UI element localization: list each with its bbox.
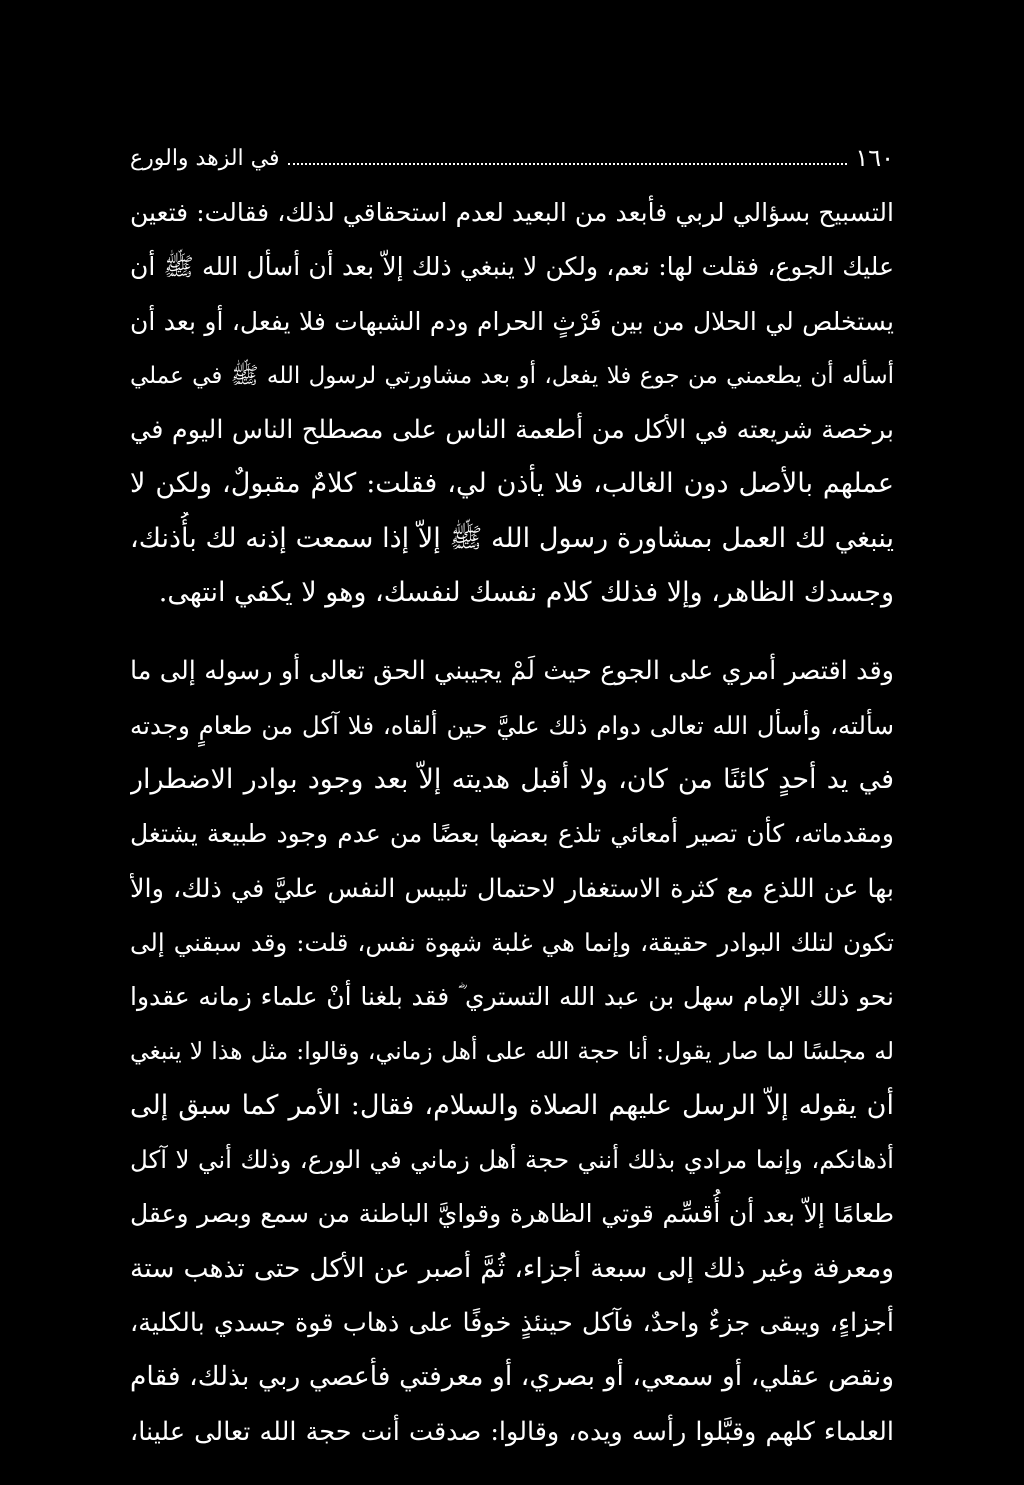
text-line: برخصة شريعته في الأكل من أطعمة الناس على مصطلح الناس اليوم في (130, 415, 894, 446)
text-line: ينبغي لك العمل بمشاورة رسول الله ﷺ إلاّ إذا سمعت إذنه لك بأُذنك، (130, 522, 894, 554)
text-line: في يد أحدٍ كائنًا من كان، ولا أقبل هديته إلاّ بعد وجود بوادر الاضطرار (130, 763, 894, 795)
paragraph (130, 186, 894, 620)
paragraph-gap (130, 620, 894, 644)
text-line: أن يقوله إلاّ الرسل عليهم الصلاة والسلام، فقال: الأمر كما سبق إلى (130, 1089, 894, 1121)
text-line: له مجلسًا لما صار يقول: أنا حجة الله على أهل زماني، وقالوا: مثل هذا لا ينبغي (130, 1037, 894, 1066)
text-line: تكون لتلك البوادر حقيقة، وإنما هي غلبة شهوة نفس، قلت: وقد سبقني إلى (130, 927, 894, 957)
text-line: ومقدماته، كأن تصير أمعائي تلذع بعضها بعضًا من عدم وجود طبيعة يشتغل (130, 819, 894, 849)
text-line: سألته، وأسأل الله تعالى دوام ذلك عليَّ حين ألقاه، فلا آكل من طعامٍ وجدته (130, 710, 894, 740)
text-line: وجسدك الظاهر، وإلا فذلك كلام نفسك لنفسك، وهو لا يكفي انتهى. (158, 577, 894, 609)
header-title: في الزهد والورع (130, 145, 280, 171)
text-line: التسبيح بسؤالي لربي فأبعد من البعيد لعدم استحقاقي لذلك، فقالت: فتعين (130, 198, 894, 227)
text-line: أسأله أن يطعمني من جوع فلا يفعل، أو بعد مشاورتي لرسول الله ﷺ في عملي (130, 362, 894, 389)
text-line: العلماء كلهم وقبَّلوا رأسه ويده، وقالوا: صدقت أنت حجة الله تعالى علينا، (130, 1416, 894, 1447)
text-line: أجزاءٍ، ويبقى جزءٌ واحدٌ، فآكل حينئذٍ خوفًا على ذهاب قوة جسدي بالكلية، (130, 1307, 894, 1338)
text-line: يستخلص لي الحلال من بين فَرْثٍ الحرام ودم الشبهات فلا يفعل، أو بعد أن (130, 306, 894, 336)
page-number: ١٦٠ (855, 144, 894, 172)
text-line: طعامًا إلاّ بعد أن أُقسِّم قوتي الظاهرة وقوايَّ الباطنة من سمع وبصر وعقل (130, 1199, 894, 1229)
text-line: بها عن اللذع مع كثرة الاستغفار لاحتمال تلبيس النفس عليَّ في ذلك، والأ (130, 873, 894, 904)
text-line: وقد اقتصر أمري على الجوع حيث لَمْ يجيبني الحق تعالى أو رسوله إلى ما (130, 656, 894, 687)
text-line: عملهم بالأصل دون الغالب، فلا يأذن لي، فقلت: كلامٌ مقبولٌ، ولكن لا (130, 468, 894, 500)
text-body (130, 186, 894, 1459)
running-header (130, 138, 894, 178)
text-line: ومعرفة وغير ذلك إلى سبعة أجزاء، ثُمَّ أصبر عن الأكل حتى تذهب ستة (130, 1252, 894, 1284)
header-dotted-leader (288, 163, 848, 165)
paragraph (130, 644, 894, 1458)
text-line: ونقص عقلي، أو سمعي، أو بصري، أو معرفتي فأعصي ربي بذلك، فقام (130, 1361, 894, 1393)
text-line: أذهانكم، وإنما مرادي بذلك أنني حجة أهل زماني في الورع، وذلك أني لا آكل (130, 1145, 894, 1175)
text-line: نحو ذلك الإمام سهل بن عبد الله التستري ؓ فقد بلغنا أنْ علماء زمانه عقدوا (130, 982, 894, 1012)
text-line: عليك الجوع، فقلت لها: نعم، ولكن لا ينبغي ذلك إلاّ بعد أن أسأل الله ﷺ أن (130, 252, 894, 282)
